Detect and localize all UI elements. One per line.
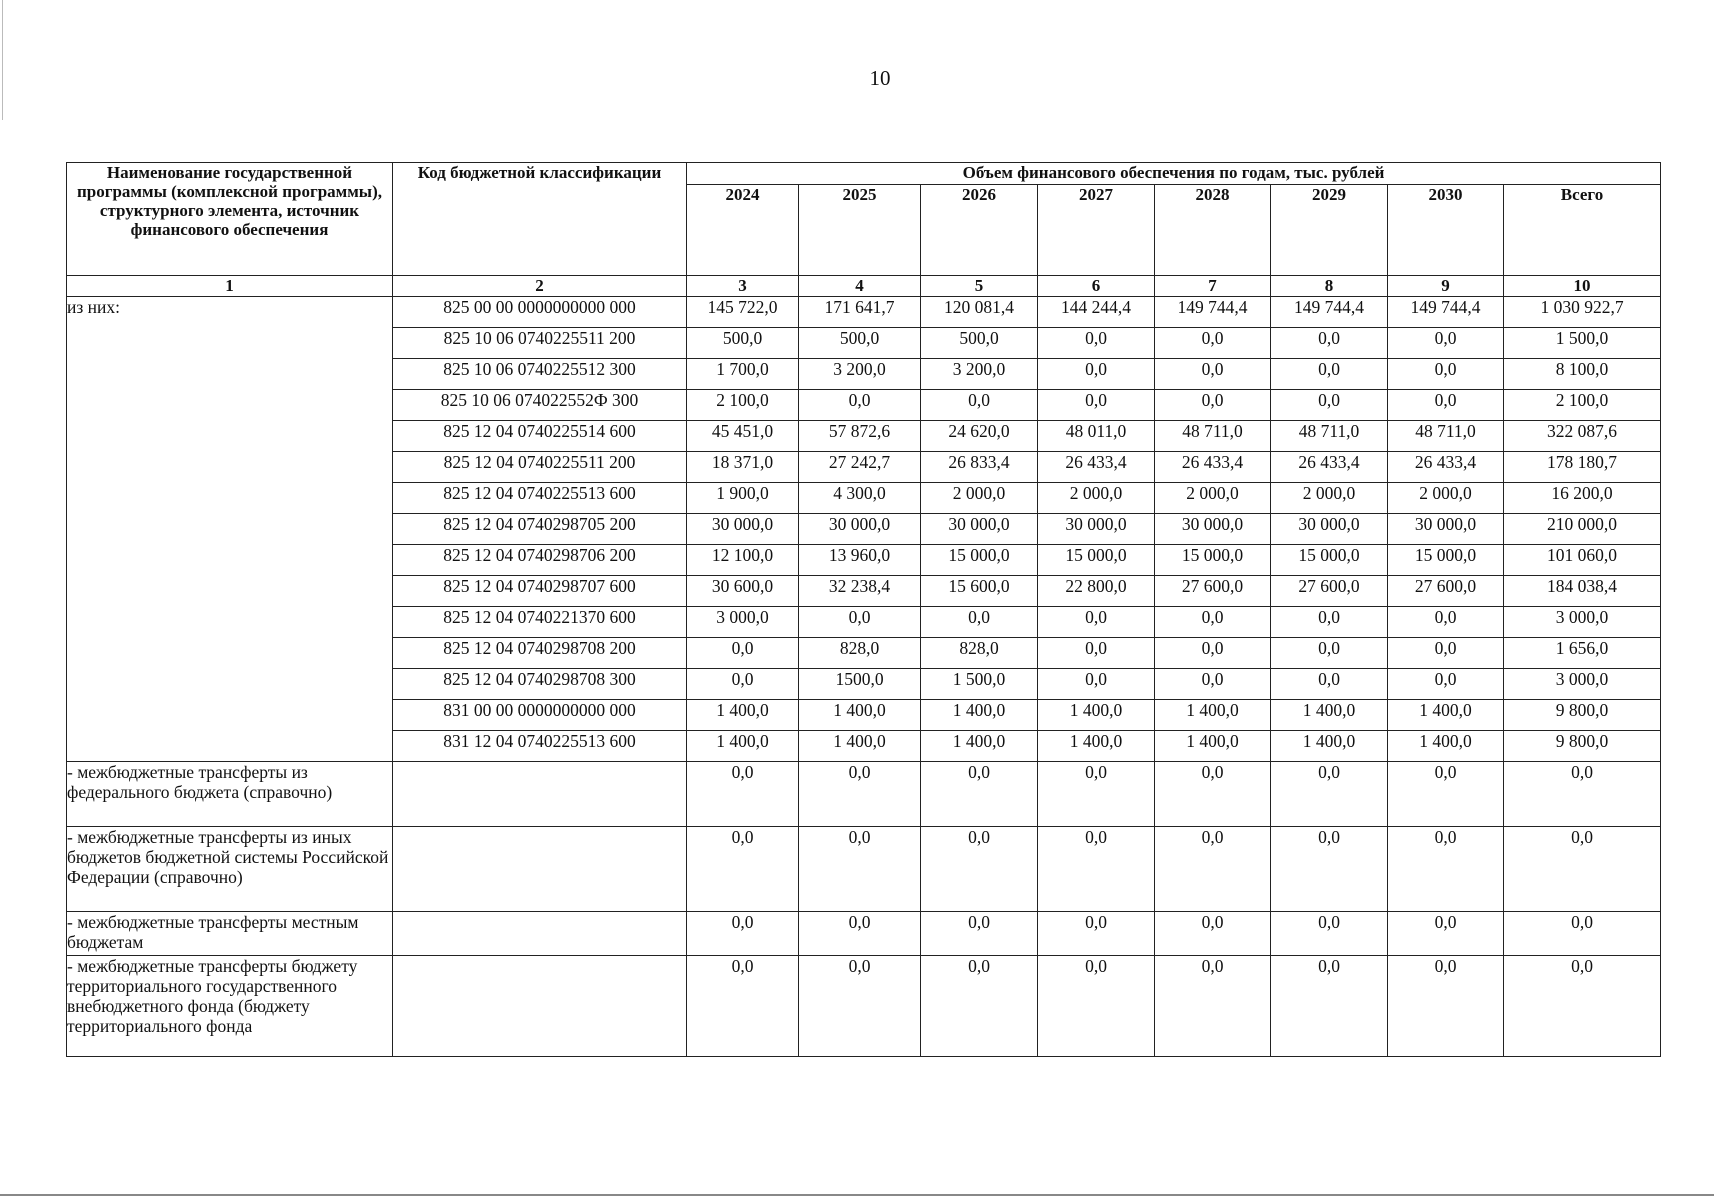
budget-code: 831 00 00 0000000000 000 — [393, 700, 687, 731]
year-value: 0,0 — [1271, 912, 1388, 956]
year-value: 0,0 — [1038, 638, 1155, 669]
year-value: 0,0 — [1388, 762, 1504, 827]
year-value: 2 000,0 — [1388, 483, 1504, 514]
year-value: 0,0 — [1271, 827, 1388, 912]
year-value: 0,0 — [1155, 638, 1271, 669]
year-value: 48 711,0 — [1388, 421, 1504, 452]
year-value: 0,0 — [1155, 607, 1271, 638]
budget-code: 825 00 00 0000000000 000 — [393, 297, 687, 328]
scan-bottom-line — [0, 1194, 1714, 1196]
year-value: 0,0 — [921, 912, 1038, 956]
budget-code: 825 12 04 0740298708 200 — [393, 638, 687, 669]
year-value: 30 000,0 — [1271, 514, 1388, 545]
year-value: 1 400,0 — [1388, 700, 1504, 731]
budget-code-empty — [393, 762, 687, 827]
year-value: 0,0 — [1038, 827, 1155, 912]
row-label-iz-nih: из них: — [67, 297, 393, 762]
total-value: 0,0 — [1504, 912, 1661, 956]
year-value: 0,0 — [1038, 328, 1155, 359]
year-value: 0,0 — [1155, 827, 1271, 912]
budget-code: 825 12 04 0740298707 600 — [393, 576, 687, 607]
year-value: 57 872,6 — [799, 421, 921, 452]
column-number: 6 — [1038, 276, 1155, 297]
budget-code: 825 12 04 0740225513 600 — [393, 483, 687, 514]
year-value: 0,0 — [921, 390, 1038, 421]
year-value: 0,0 — [1038, 359, 1155, 390]
year-value: 0,0 — [1388, 669, 1504, 700]
total-value: 210 000,0 — [1504, 514, 1661, 545]
year-value: 1 900,0 — [687, 483, 799, 514]
budget-code: 825 12 04 0740221370 600 — [393, 607, 687, 638]
year-value: 0,0 — [1388, 328, 1504, 359]
total-value: 1 030 922,7 — [1504, 297, 1661, 328]
year-value: 0,0 — [1038, 956, 1155, 1057]
year-value: 828,0 — [921, 638, 1038, 669]
year-value: 145 722,0 — [687, 297, 799, 328]
year-value: 30 000,0 — [687, 514, 799, 545]
budget-code: 831 12 04 0740225513 600 — [393, 731, 687, 762]
year-value: 0,0 — [687, 762, 799, 827]
budget-code-empty — [393, 827, 687, 912]
column-number: 5 — [921, 276, 1038, 297]
year-value: 0,0 — [687, 669, 799, 700]
year-value: 0,0 — [687, 638, 799, 669]
year-value: 3 200,0 — [799, 359, 921, 390]
year-value: 24 620,0 — [921, 421, 1038, 452]
year-value: 1 400,0 — [687, 731, 799, 762]
year-value: 120 081,4 — [921, 297, 1038, 328]
year-value: 15 600,0 — [921, 576, 1038, 607]
year-value: 2 000,0 — [921, 483, 1038, 514]
year-value: 0,0 — [921, 827, 1038, 912]
year-value: 3 000,0 — [687, 607, 799, 638]
year-value: 30 000,0 — [1155, 514, 1271, 545]
year-value: 1 400,0 — [1271, 700, 1388, 731]
year-value: 0,0 — [1388, 638, 1504, 669]
header-year: 2028 — [1155, 184, 1271, 275]
year-value: 828,0 — [799, 638, 921, 669]
header-year: 2029 — [1271, 184, 1388, 275]
year-value: 0,0 — [1038, 912, 1155, 956]
header-volume: Объем финансового обеспечения по годам, тыс. рублей — [687, 163, 1661, 185]
year-value: 1 400,0 — [687, 700, 799, 731]
year-value: 0,0 — [1388, 390, 1504, 421]
year-value: 30 000,0 — [921, 514, 1038, 545]
year-value: 0,0 — [1388, 827, 1504, 912]
year-value: 0,0 — [1155, 912, 1271, 956]
year-value: 1 400,0 — [1271, 731, 1388, 762]
year-value: 0,0 — [1155, 328, 1271, 359]
year-value: 0,0 — [1388, 912, 1504, 956]
year-value: 0,0 — [1271, 638, 1388, 669]
year-value: 30 000,0 — [1038, 514, 1155, 545]
page-number: 10 — [869, 66, 891, 90]
year-value: 0,0 — [921, 607, 1038, 638]
year-value: 0,0 — [921, 762, 1038, 827]
budget-code: 825 12 04 0740298705 200 — [393, 514, 687, 545]
year-value: 0,0 — [1271, 390, 1388, 421]
year-value: 45 451,0 — [687, 421, 799, 452]
year-value: 1500,0 — [799, 669, 921, 700]
year-value: 27 600,0 — [1388, 576, 1504, 607]
column-number: 9 — [1388, 276, 1504, 297]
header-total: Всего — [1504, 184, 1661, 275]
year-value: 0,0 — [1271, 956, 1388, 1057]
year-value: 13 960,0 — [799, 545, 921, 576]
year-value: 0,0 — [799, 390, 921, 421]
total-value: 3 000,0 — [1504, 669, 1661, 700]
year-value: 0,0 — [1038, 390, 1155, 421]
year-value: 32 238,4 — [799, 576, 921, 607]
year-value: 1 400,0 — [1155, 731, 1271, 762]
year-value: 0,0 — [799, 827, 921, 912]
total-value: 322 087,6 — [1504, 421, 1661, 452]
year-value: 48 711,0 — [1271, 421, 1388, 452]
table-header — [67, 163, 1661, 297]
year-value: 0,0 — [1271, 607, 1388, 638]
column-number: 8 — [1271, 276, 1388, 297]
total-value: 184 038,4 — [1504, 576, 1661, 607]
budget-code: 825 10 06 0740225511 200 — [393, 328, 687, 359]
year-value: 1 400,0 — [921, 731, 1038, 762]
year-value: 15 000,0 — [1388, 545, 1504, 576]
year-value: 0,0 — [1388, 359, 1504, 390]
year-value: 1 400,0 — [1038, 731, 1155, 762]
year-value: 1 500,0 — [921, 669, 1038, 700]
year-value: 15 000,0 — [1155, 545, 1271, 576]
transfer-label: - межбюджетные трансферты из иных бюджетов бюджетной системы Российской Федерации (справочно) — [67, 827, 393, 912]
year-value: 1 400,0 — [799, 700, 921, 731]
year-value: 30 600,0 — [687, 576, 799, 607]
budget-code: 825 12 04 0740225514 600 — [393, 421, 687, 452]
year-value: 149 744,4 — [1271, 297, 1388, 328]
year-value: 30 000,0 — [1388, 514, 1504, 545]
year-value: 12 100,0 — [687, 545, 799, 576]
transfer-row — [67, 956, 1661, 1057]
year-value: 500,0 — [687, 328, 799, 359]
year-value: 0,0 — [1155, 762, 1271, 827]
total-value: 178 180,7 — [1504, 452, 1661, 483]
year-value: 0,0 — [1388, 607, 1504, 638]
header-name: Наименование государственной программы (комплексной программы), структурного элемента, источник финансового обеспечения — [67, 163, 393, 276]
year-value: 0,0 — [1271, 669, 1388, 700]
year-value: 0,0 — [1155, 390, 1271, 421]
total-value: 2 100,0 — [1504, 390, 1661, 421]
column-number: 7 — [1155, 276, 1271, 297]
budget-code-empty — [393, 956, 687, 1057]
scan-edge-mark — [2, 0, 3, 120]
total-value: 1 500,0 — [1504, 328, 1661, 359]
header-year: 2026 — [921, 184, 1038, 275]
year-value: 0,0 — [1038, 607, 1155, 638]
transfer-row — [67, 827, 1661, 912]
year-value: 1 400,0 — [799, 731, 921, 762]
year-value: 27 242,7 — [799, 452, 921, 483]
budget-code: 825 10 06 074022552Ф 300 — [393, 390, 687, 421]
year-value: 500,0 — [921, 328, 1038, 359]
year-value: 149 744,4 — [1388, 297, 1504, 328]
year-value: 27 600,0 — [1271, 576, 1388, 607]
year-value: 2 000,0 — [1038, 483, 1155, 514]
year-value: 1 700,0 — [687, 359, 799, 390]
year-value: 15 000,0 — [1038, 545, 1155, 576]
year-value: 2 100,0 — [687, 390, 799, 421]
financing-table — [66, 162, 1661, 1057]
transfer-label: - межбюджетные трансферты из федерального бюджета (справочно) — [67, 762, 393, 827]
header-year: 2025 — [799, 184, 921, 275]
year-value: 0,0 — [1155, 956, 1271, 1057]
transfer-label: - межбюджетные трансферты местным бюджетам — [67, 912, 393, 956]
total-value: 0,0 — [1504, 827, 1661, 912]
year-value: 15 000,0 — [921, 545, 1038, 576]
year-value: 0,0 — [799, 912, 921, 956]
year-value: 0,0 — [1271, 328, 1388, 359]
year-value: 149 744,4 — [1155, 297, 1271, 328]
total-value: 9 800,0 — [1504, 731, 1661, 762]
year-value: 0,0 — [687, 956, 799, 1057]
year-value: 48 011,0 — [1038, 421, 1155, 452]
year-value: 2 000,0 — [1271, 483, 1388, 514]
column-number: 1 — [67, 276, 393, 297]
budget-code-empty — [393, 912, 687, 956]
total-value: 1 656,0 — [1504, 638, 1661, 669]
year-value: 0,0 — [1038, 669, 1155, 700]
year-value: 30 000,0 — [799, 514, 921, 545]
total-value: 9 800,0 — [1504, 700, 1661, 731]
table-row — [67, 297, 1661, 328]
budget-code: 825 12 04 0740298708 300 — [393, 669, 687, 700]
total-value: 16 200,0 — [1504, 483, 1661, 514]
year-value: 26 433,4 — [1038, 452, 1155, 483]
header-year: 2024 — [687, 184, 799, 275]
year-value: 0,0 — [799, 607, 921, 638]
total-value: 3 000,0 — [1504, 607, 1661, 638]
year-value: 0,0 — [921, 956, 1038, 1057]
transfer-row — [67, 762, 1661, 827]
year-value: 48 711,0 — [1155, 421, 1271, 452]
year-value: 0,0 — [1388, 956, 1504, 1057]
year-value: 27 600,0 — [1155, 576, 1271, 607]
year-value: 0,0 — [1155, 669, 1271, 700]
header-year: 2030 — [1388, 184, 1504, 275]
year-value: 26 833,4 — [921, 452, 1038, 483]
column-number: 4 — [799, 276, 921, 297]
budget-code: 825 12 04 0740225511 200 — [393, 452, 687, 483]
total-value: 0,0 — [1504, 956, 1661, 1057]
year-value: 26 433,4 — [1155, 452, 1271, 483]
column-number: 2 — [393, 276, 687, 297]
year-value: 1 400,0 — [1038, 700, 1155, 731]
year-value: 0,0 — [1271, 359, 1388, 390]
table-body — [67, 297, 1661, 1057]
year-value: 0,0 — [799, 762, 921, 827]
year-value: 0,0 — [799, 956, 921, 1057]
column-number: 10 — [1504, 276, 1661, 297]
year-value: 26 433,4 — [1271, 452, 1388, 483]
year-value: 2 000,0 — [1155, 483, 1271, 514]
total-value: 8 100,0 — [1504, 359, 1661, 390]
year-value: 0,0 — [687, 827, 799, 912]
year-value: 22 800,0 — [1038, 576, 1155, 607]
budget-code: 825 10 06 0740225512 300 — [393, 359, 687, 390]
total-value: 0,0 — [1504, 762, 1661, 827]
year-value: 0,0 — [1155, 359, 1271, 390]
transfer-row — [67, 912, 1661, 956]
year-value: 0,0 — [1271, 762, 1388, 827]
year-value: 0,0 — [1038, 762, 1155, 827]
year-value: 18 371,0 — [687, 452, 799, 483]
year-value: 1 400,0 — [1388, 731, 1504, 762]
year-value: 171 641,7 — [799, 297, 921, 328]
year-value: 1 400,0 — [1155, 700, 1271, 731]
budget-code: 825 12 04 0740298706 200 — [393, 545, 687, 576]
year-value: 0,0 — [687, 912, 799, 956]
column-number: 3 — [687, 276, 799, 297]
year-value: 1 400,0 — [921, 700, 1038, 731]
year-value: 500,0 — [799, 328, 921, 359]
header-code: Код бюджетной классификации — [393, 163, 687, 276]
year-value: 15 000,0 — [1271, 545, 1388, 576]
year-value: 4 300,0 — [799, 483, 921, 514]
year-value: 26 433,4 — [1388, 452, 1504, 483]
year-value: 3 200,0 — [921, 359, 1038, 390]
transfer-label: - межбюджетные трансферты бюджету территориального государственного внебюджетного фонда (бюджету территориального фонда — [67, 956, 393, 1057]
year-value: 144 244,4 — [1038, 297, 1155, 328]
total-value: 101 060,0 — [1504, 545, 1661, 576]
header-year: 2027 — [1038, 184, 1155, 275]
